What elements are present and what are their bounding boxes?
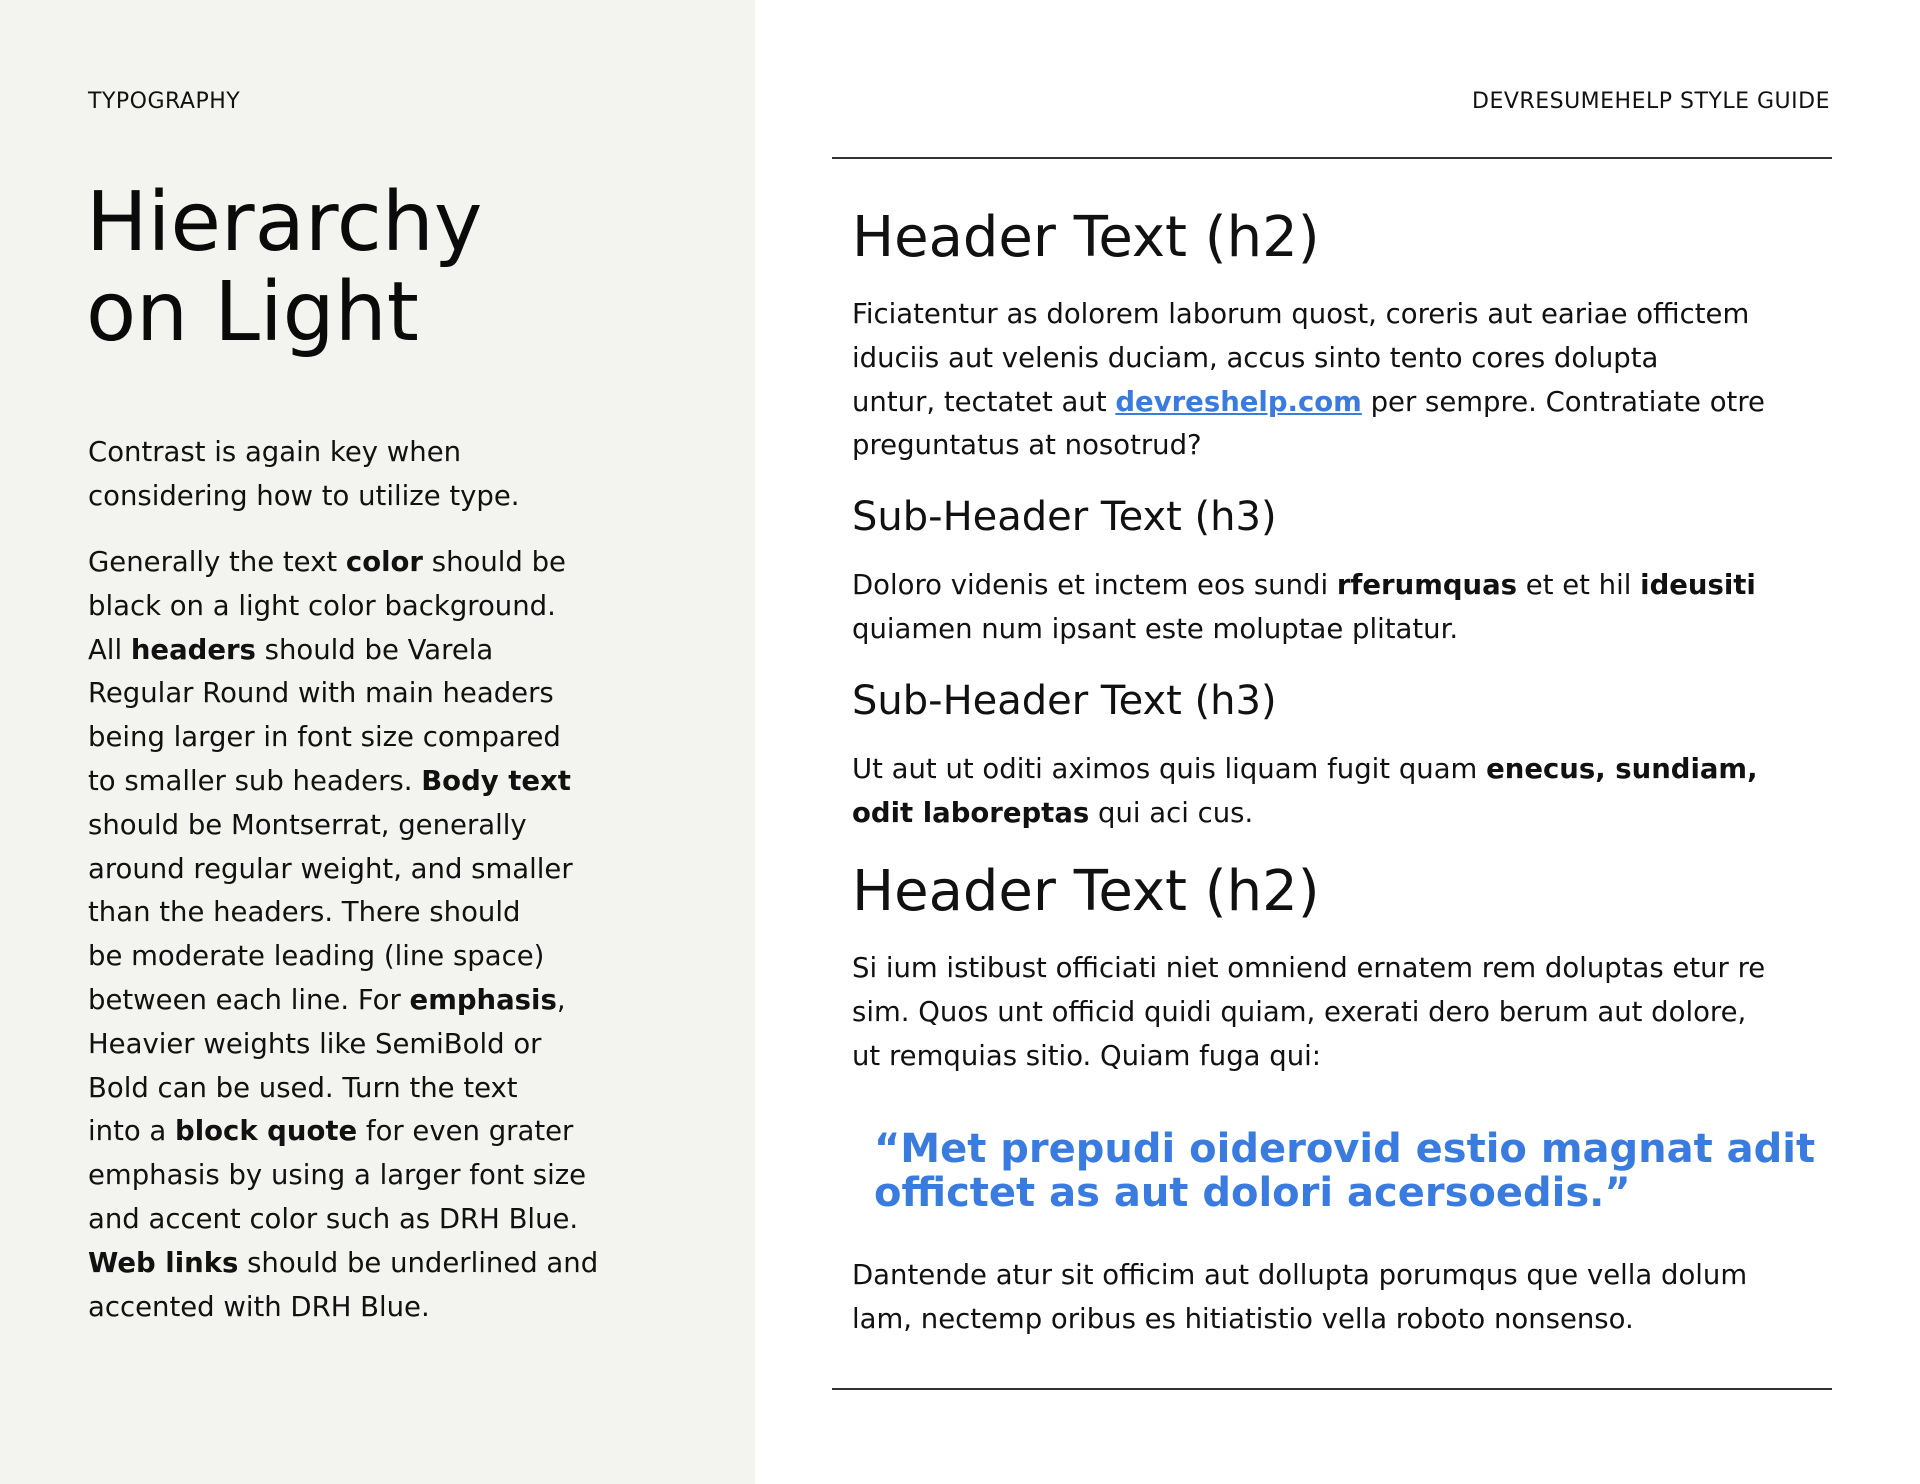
emphasis-web-links: Web links — [88, 1246, 239, 1279]
guidance-line: be moderate leading (line space) — [88, 940, 545, 973]
page-title — [86, 175, 706, 360]
guidance-line: into a block quote for even grater — [88, 1115, 574, 1148]
sample-h3-subheader: Sub-Header Text (h3) — [852, 494, 1277, 540]
sample-h2-header: Header Text (h2) — [852, 859, 1320, 924]
intro-paragraph — [88, 430, 648, 518]
guidance-line: and accent color such as DRH Blue. — [88, 1202, 579, 1235]
guidance-line: All headers should be Varela — [88, 633, 494, 666]
emphasis-block-quote: block quote — [175, 1115, 358, 1148]
sample-h3-subheader: Sub-Header Text (h3) — [852, 678, 1277, 724]
style-guide-title: DEVRESUMEHELP STYLE GUIDE — [1472, 89, 1830, 114]
guidance-line: should be Montserrat, generally — [88, 808, 527, 841]
guidance-line: Heavier weights like SemiBold or — [88, 1027, 542, 1060]
guidance-paragraph — [88, 541, 648, 1329]
guidance-line: around regular weight, and smaller — [88, 852, 573, 885]
top-divider — [832, 157, 1832, 159]
intro-line: considering how to utilize type. — [88, 480, 520, 512]
sample-paragraph: Ut aut ut oditi aximos quis liquam fugit quam enecus, sundiam, odit laboreptas qui aci cus. — [852, 753, 1758, 829]
emphasis-emphasis: emphasis — [409, 983, 557, 1016]
guidance-line: to smaller sub headers. Body text — [88, 764, 571, 797]
block-quote: “Met prepudi oiderovid estio magnat adit offictet as aut dolori acersoedis.” — [874, 1126, 1816, 1216]
guidance-line: than the headers. There should — [88, 896, 521, 929]
guidance-line: Regular Round with main headers — [88, 677, 554, 710]
guidance-line: being larger in font size compared — [88, 721, 561, 754]
guidance-line: Bold can be used. Turn the text — [88, 1071, 518, 1104]
emphasis-color: color — [345, 546, 423, 578]
sample-paragraph: Ficiatentur as dolorem laborum quost, coreris aut eariae offictem iduciis aut velenis duciam, accus sinto tento cores dolupta untur, tectatet aut devreshelp.com per sempre. Contratiate otre preguntatus at nosotrud? — [852, 298, 1765, 462]
page-title-line-2: on Light — [86, 265, 419, 360]
guidance-line: emphasis by using a larger font size — [88, 1159, 587, 1192]
guidance-line: black on a light color background. — [88, 589, 556, 622]
guidance-line: between each line. For emphasis, — [88, 983, 566, 1016]
web-link[interactable]: devreshelp.com — [1115, 385, 1362, 418]
page-title-line-1: Hierarchy — [86, 175, 483, 270]
section-label: TYPOGRAPHY — [88, 89, 241, 114]
sample-paragraph: Doloro videnis et inctem eos sundi rferumquas et et hil ideusiti quiamen num ipsant este moluptae plitatur. — [852, 569, 1756, 645]
sample-paragraph: Dantende atur sit officim aut dollupta porumqus que vella dolum lam, nectemp oribus es hitiatistio vella roboto nonsenso. — [852, 1259, 1748, 1335]
sample-h2-header: Header Text (h2) — [852, 205, 1320, 270]
bottom-divider — [832, 1388, 1832, 1390]
emphasis-body-text: Body text — [421, 764, 571, 797]
guidance-line: Generally the text color should be — [88, 546, 566, 578]
intro-line: Contrast is again key when — [88, 436, 462, 468]
guidance-line: Web links should be underlined and — [88, 1246, 599, 1279]
guidance-line: accented with DRH Blue. — [88, 1290, 430, 1323]
emphasis-headers: headers — [130, 633, 256, 666]
sample-paragraph: Si ium istibust officiati niet omniend ernatem rem doluptas etur re sim. Quos unt officid quidi quiam, exerati dero berum aut dolore, ut remquias sitio. Quiam fuga qui: — [852, 952, 1766, 1072]
